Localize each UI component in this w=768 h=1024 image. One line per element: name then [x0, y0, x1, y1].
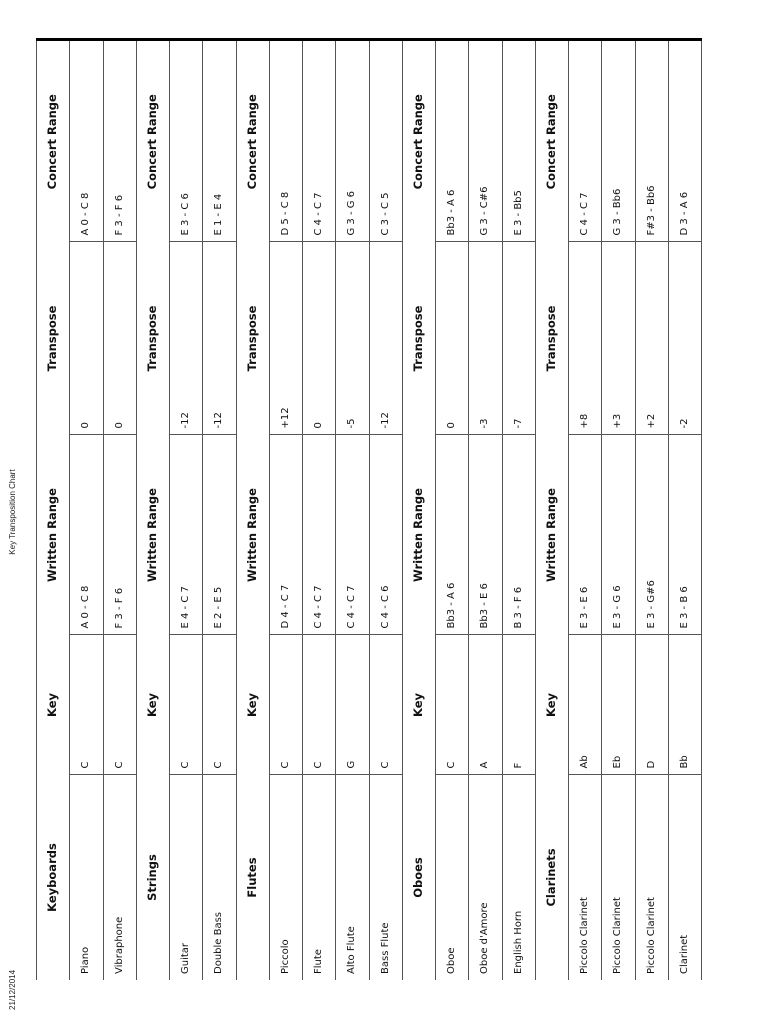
cell-written: E 4 - C 7	[170, 435, 203, 635]
table-row	[70, 40, 103, 980]
table-row	[602, 40, 635, 980]
cell-concert: G 3 - Bb6	[602, 40, 635, 242]
column-header-key: Key	[37, 635, 70, 775]
cell-transpose: +2	[635, 242, 668, 435]
column-header-key: Key	[236, 635, 269, 775]
cell-instrument: Piccolo Clarinet	[602, 775, 635, 980]
table-row	[569, 40, 602, 980]
cell-key: C	[303, 635, 336, 775]
cell-concert: F 3 - F 6	[103, 40, 136, 242]
cell-concert: G 3 - G 6	[336, 40, 369, 242]
section-header-row	[535, 40, 568, 980]
cell-instrument: Guitar	[170, 775, 203, 980]
cell-transpose: -12	[170, 242, 203, 435]
cell-transpose: -5	[336, 242, 369, 435]
column-header-written: Written Range	[535, 435, 568, 635]
column-header-transpose: Transpose	[535, 242, 568, 435]
cell-written: E 3 - G#6	[635, 435, 668, 635]
transposition-table	[36, 39, 702, 981]
table-row	[303, 40, 336, 980]
cell-key: A	[469, 635, 502, 775]
cell-transpose: -12	[203, 242, 236, 435]
cell-instrument: English Horn	[502, 775, 535, 980]
section-header-row	[136, 40, 169, 980]
cell-written: F 3 - F 6	[103, 435, 136, 635]
cell-transpose: -12	[369, 242, 402, 435]
cell-written: E 3 - B 6	[668, 435, 701, 635]
column-header-concert: Concert Range	[236, 40, 269, 242]
table-row	[369, 40, 402, 980]
cell-written: Bb3 - A 6	[436, 435, 469, 635]
cell-instrument: Piccolo Clarinet	[635, 775, 668, 980]
cell-concert: C 4 - C 7	[303, 40, 336, 242]
column-header-transpose: Transpose	[236, 242, 269, 435]
cell-transpose: +12	[269, 242, 302, 435]
cell-concert: Bb3 - A 6	[436, 40, 469, 242]
column-header-concert: Concert Range	[136, 40, 169, 242]
table-row	[269, 40, 302, 980]
cell-instrument: Piccolo	[269, 775, 302, 980]
cell-instrument: Piano	[70, 775, 103, 980]
cell-written: E 3 - E 6	[569, 435, 602, 635]
table-row	[170, 40, 203, 980]
cell-transpose: 0	[70, 242, 103, 435]
cell-written: E 3 - G 6	[602, 435, 635, 635]
cell-key: Bb	[668, 635, 701, 775]
cell-concert: E 3 - C 6	[170, 40, 203, 242]
table-row	[502, 40, 535, 980]
table-row	[668, 40, 701, 980]
section-name: Oboes	[402, 775, 435, 980]
cell-instrument: Flute	[303, 775, 336, 980]
cell-instrument: Clarinet	[668, 775, 701, 980]
section-name: Clarinets	[535, 775, 568, 980]
cell-instrument: Vibraphone	[103, 775, 136, 980]
section-name: Strings	[136, 775, 169, 980]
cell-key: C	[203, 635, 236, 775]
cell-key: C	[103, 635, 136, 775]
section-header-row	[402, 40, 435, 980]
column-header-concert: Concert Range	[402, 40, 435, 242]
cell-key: Ab	[569, 635, 602, 775]
cell-written: D 4 - C 7	[269, 435, 302, 635]
column-header-transpose: Transpose	[402, 242, 435, 435]
cell-instrument: Oboe	[436, 775, 469, 980]
column-header-concert: Concert Range	[37, 40, 70, 242]
cell-concert: C 3 - C 5	[369, 40, 402, 242]
cell-key: Eb	[602, 635, 635, 775]
cell-transpose: -2	[668, 242, 701, 435]
cell-written: B 3 - F 6	[502, 435, 535, 635]
cell-instrument: Piccolo Clarinet	[569, 775, 602, 980]
cell-concert: E 1 - E 4	[203, 40, 236, 242]
cell-key: C	[269, 635, 302, 775]
cell-concert: E 3 - Bb5	[502, 40, 535, 242]
cell-written: A 0 - C 8	[70, 435, 103, 635]
cell-instrument: Alto Flute	[336, 775, 369, 980]
print-title: Key Transposition Chart	[8, 469, 17, 555]
cell-transpose: 0	[303, 242, 336, 435]
column-header-transpose: Transpose	[136, 242, 169, 435]
cell-concert: C 4 - C 7	[569, 40, 602, 242]
cell-key: F	[502, 635, 535, 775]
cell-key: C	[170, 635, 203, 775]
column-header-written: Written Range	[402, 435, 435, 635]
cell-concert: A 0 - C 8	[70, 40, 103, 242]
column-header-key: Key	[402, 635, 435, 775]
cell-concert: G 3 - C#6	[469, 40, 502, 242]
cell-key: D	[635, 635, 668, 775]
column-header-written: Written Range	[136, 435, 169, 635]
section-header-row	[236, 40, 269, 980]
cell-transpose: -3	[469, 242, 502, 435]
cell-key: G	[336, 635, 369, 775]
section-name: Flutes	[236, 775, 269, 980]
column-header-written: Written Range	[236, 435, 269, 635]
cell-concert: F#3 - Bb6	[635, 40, 668, 242]
cell-key: C	[369, 635, 402, 775]
cell-written: C 4 - C 7	[303, 435, 336, 635]
print-date: 21/12/2014	[8, 969, 17, 1010]
cell-transpose: +8	[569, 242, 602, 435]
column-header-written: Written Range	[37, 435, 70, 635]
cell-instrument: Double Bass	[203, 775, 236, 980]
cell-transpose: 0	[103, 242, 136, 435]
cell-transpose: +3	[602, 242, 635, 435]
cell-written: C 4 - C 6	[369, 435, 402, 635]
column-header-key: Key	[136, 635, 169, 775]
cell-concert: D 3 - A 6	[668, 40, 701, 242]
column-header-key: Key	[535, 635, 568, 775]
column-header-concert: Concert Range	[535, 40, 568, 242]
cell-transpose: 0	[436, 242, 469, 435]
column-header-transpose: Transpose	[37, 242, 70, 435]
table-row	[436, 40, 469, 980]
table-row	[336, 40, 369, 980]
transposition-table-body	[37, 40, 702, 980]
table-row	[203, 40, 236, 980]
cell-transpose: -7	[502, 242, 535, 435]
cell-written: E 2 - E 5	[203, 435, 236, 635]
cell-key: C	[70, 635, 103, 775]
table-row	[635, 40, 668, 980]
cell-instrument: Oboe d'Amore	[469, 775, 502, 980]
table-row	[469, 40, 502, 980]
cell-concert: D 5 - C 8	[269, 40, 302, 242]
cell-key: C	[436, 635, 469, 775]
section-header-row	[37, 40, 70, 980]
section-name: Keyboards	[37, 775, 70, 980]
cell-instrument: Bass Flute	[369, 775, 402, 980]
cell-written: Bb3 - E 6	[469, 435, 502, 635]
table-row	[103, 40, 136, 980]
cell-written: C 4 - C 7	[336, 435, 369, 635]
